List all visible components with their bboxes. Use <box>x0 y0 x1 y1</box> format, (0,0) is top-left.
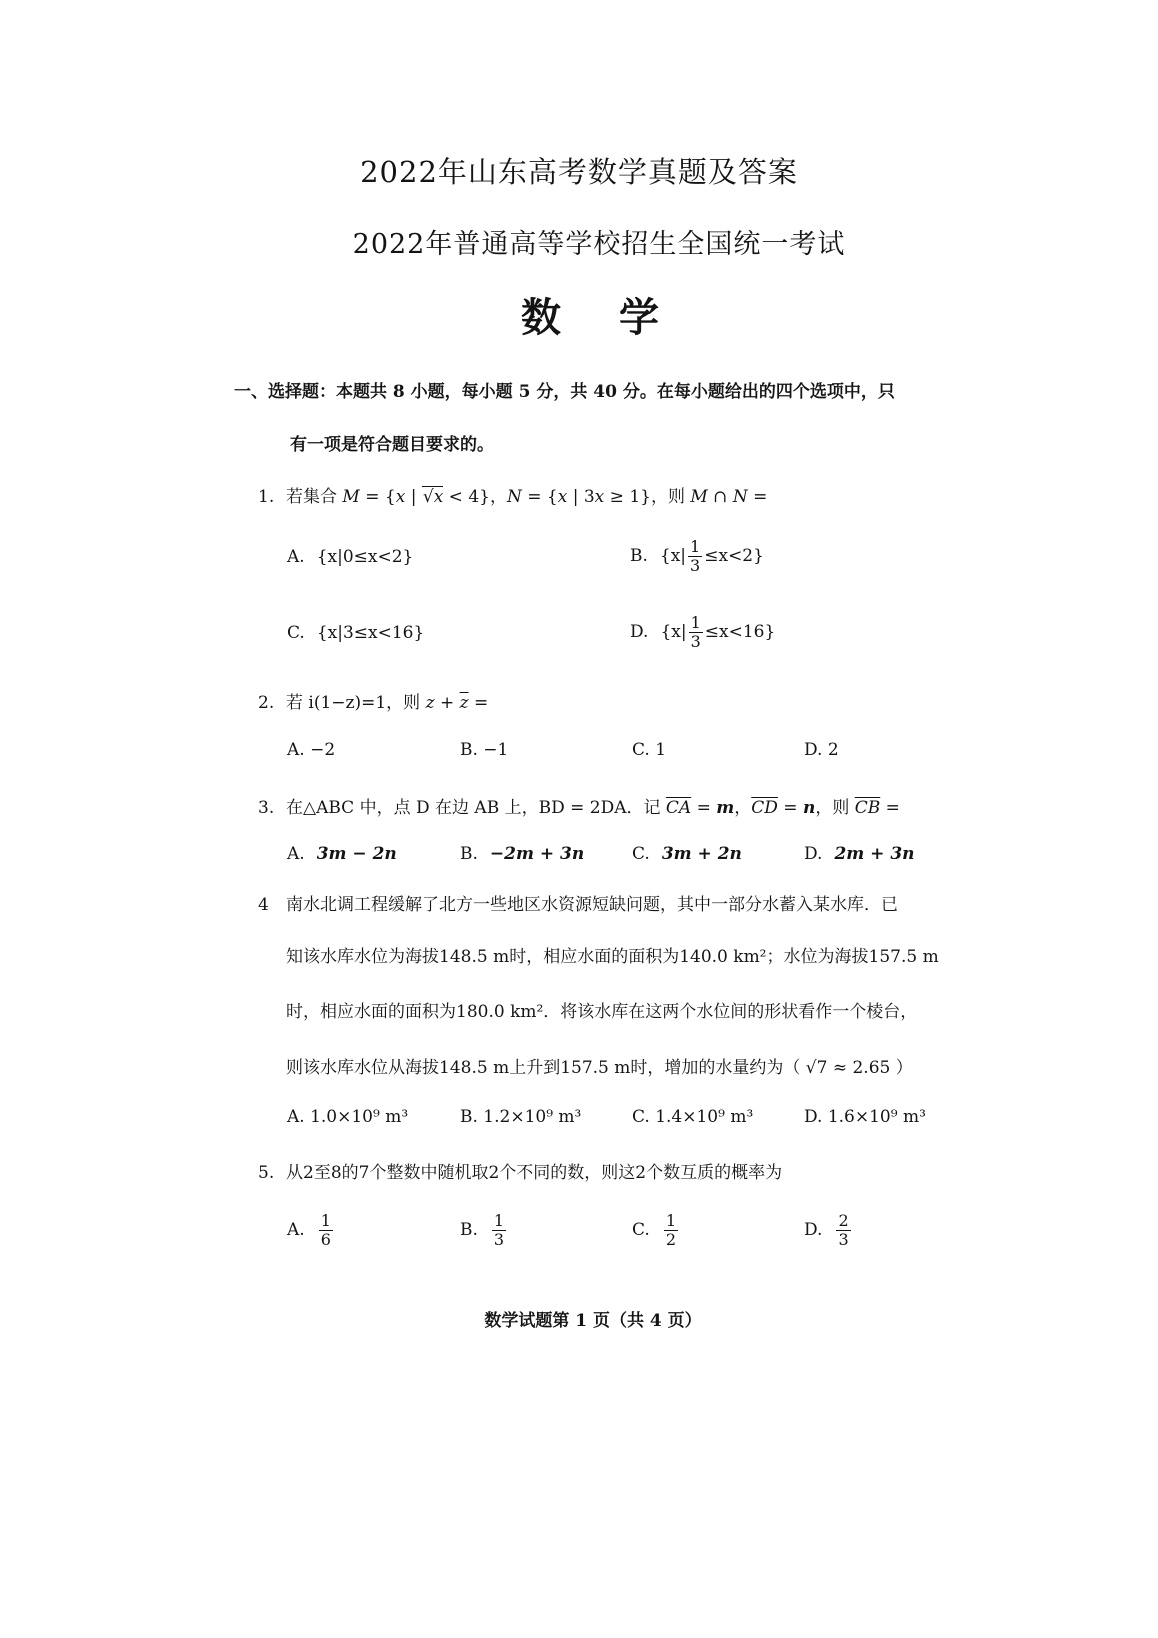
question-5: 5. 从2至8的7个整数中随机取2个不同的数，则这2个数互质的概率为 <box>258 1163 783 1183</box>
question-4-line3: 时，相应水面的面积为180.0 km²．将该水库在这两个水位间的形状看作一个棱台， <box>286 1002 918 1022</box>
exam-title: 2022年普通高等学校招生全国统一考试 <box>352 229 846 260</box>
q1-option-b[interactable]: B. {x| $\frac{1}{3}$ ≤x<2} <box>630 537 764 575</box>
q4-option-a[interactable]: A. 1.0×10⁹ m³ <box>287 1107 409 1127</box>
q2-option-d[interactable]: D. 2 <box>804 740 839 760</box>
question-3: 3. 在△ABC 中，点 D 在边 AB 上，BD = 2DA．记 $\overline{CA} = m$，$\overline{CD} = n$，则 $\overline{CB}$ = <box>258 798 900 818</box>
q4-option-d[interactable]: D. 1.6×10⁹ m³ <box>804 1107 926 1127</box>
q2-option-a[interactable]: A. −2 <box>287 740 336 760</box>
q4-option-c[interactable]: C. 1.4×10⁹ m³ <box>632 1107 754 1127</box>
q3-option-a[interactable]: A. 3m − 2n <box>287 844 397 864</box>
fraction: $\frac{1}{3}$ <box>690 537 701 575</box>
q2-option-b[interactable]: B. −1 <box>460 740 509 760</box>
section-instructions-line2: 有一项是符合题目要求的。 <box>290 435 494 455</box>
set-n-expression: N = {x | 3x ≥ 1} <box>506 487 651 507</box>
set-m-expression: M = {x | √x < 4} <box>342 487 490 507</box>
sqrt-symbol: √x <box>422 487 444 507</box>
q2-option-c[interactable]: C. 1 <box>632 740 667 760</box>
q5-option-a[interactable]: A. $\frac{1}{6}$ <box>287 1211 331 1249</box>
question-4-line4: 则该水库水位从海拔148.5 m上升到157.5 m时，增加的水量约为（ √7 ≈ 2.65 ） <box>286 1058 913 1078</box>
document-title: 2022年山东高考数学真题及答案 <box>360 155 798 189</box>
question-4-line2: 知该水库水位为海拔148.5 m时，相应水面的面积为140.0 km²；水位为海拔157.5 m <box>286 947 939 967</box>
q1-option-a[interactable]: A. {x|0≤x<2} <box>287 547 414 567</box>
q3-option-b[interactable]: B. −2m + 3n <box>460 844 585 864</box>
q4-option-b[interactable]: B. 1.2×10⁹ m³ <box>460 1107 582 1127</box>
subject-heading: 数 学 <box>521 294 681 341</box>
question-4-line1: 4 南水北调工程缓解了北方一些地区水资源短缺问题，其中一部分水蓄入某水库．已 <box>258 895 898 915</box>
intersection-expression: M ∩ N = <box>690 487 768 507</box>
q5-option-b[interactable]: B. $\frac{1}{3}$ <box>460 1211 505 1249</box>
question-2: 2. 若 i(1−z)=1，则 $z + \overline{z}$ = <box>258 693 489 713</box>
q3-option-c[interactable]: C. 3m + 2n <box>632 844 742 864</box>
page-footer: 数学试题第 1 页（共 4 页） <box>484 1311 702 1331</box>
fraction: $\frac{1}{3}$ <box>690 613 701 651</box>
question-number: 1. <box>258 487 275 507</box>
q1-option-c[interactable]: C. {x|3≤x<16} <box>287 623 425 643</box>
section-instructions-line1: 一、选择题：本题共 8 小题，每小题 5 分，共 40 分。在每小题给出的四个选项中，只 <box>234 382 895 402</box>
question-1: 1. 若集合 M = {x | √x < 4}，N = {x | 3x ≥ 1}，则 M ∩ N = <box>258 487 768 507</box>
q5-option-d[interactable]: D. $\frac{2}{3}$ <box>804 1211 849 1249</box>
q5-option-c[interactable]: C. $\frac{1}{2}$ <box>632 1211 676 1249</box>
q1-option-d[interactable]: D. {x| $\frac{1}{3}$ ≤x<16} <box>630 613 776 651</box>
q3-option-d[interactable]: D. 2m + 3n <box>804 844 915 864</box>
